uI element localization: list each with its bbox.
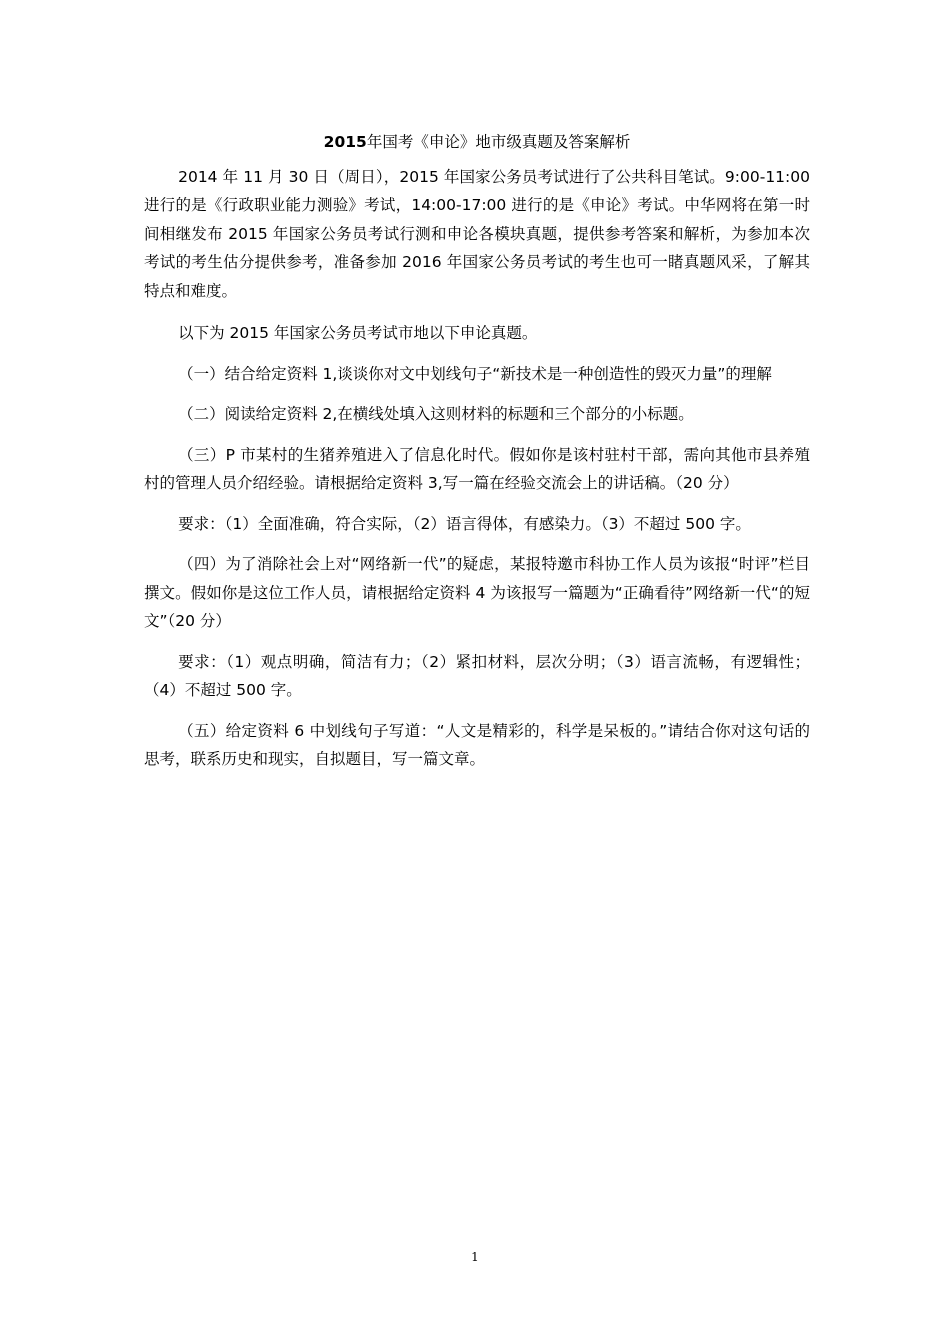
question-5: （五）给定资料 6 中划线句子写道：“人文是精彩的，科学是呆板的。”请结合你对这句话的思考，联系历史和现实，自拟题目，写一篇文章。 (144, 721, 810, 768)
intro-paragraph: 2014 年 11 月 30 日（周日），2015 年国家公务员考试进行了公共科目笔试。9:00-11:00 进行的是《行政职业能力测验》考试，14:00-17:00 进行的是《申论》考试。中华网将在第一时间相继发布 2015 年国家公务员考试行测和申论各模块真题，提供参考答案和解析，为参加本次考试的考生估分提供参考，准备参加 2016 年国家公务员考试的考生也可一睹真题风采，了解其特点和难度。 (144, 167, 810, 300)
question-1: （一）结合给定资料 1,谈谈你对文中划线句子“新技术是一种创造性的毁灭力量”的理解 (178, 364, 772, 383)
question-3-requirements: 要求：（1）全面准确，符合实际，（2）语言得体，有感染力。（3）不超过 500 字。 (178, 514, 751, 533)
title-text: 年国考《申论》地市级真题及答案解析 (366, 133, 631, 151)
page-number: 1 (471, 1250, 479, 1264)
section-intro-paragraph: 以下为 2015 年国家公务员考试市地以下申论真题。 (178, 324, 538, 342)
question-4: （四）为了消除社会上对“网络新一代”的疑虑，某报特邀市科协工作人员为该报“时评”栏目撰文。假如你是这位工作人员，请根据给定资料 4 为该报写一篇题为“正确看待”网络新一代“的短文”（20 分） (144, 555, 810, 630)
document-body (144, 128, 810, 786)
title-year: 2015 (323, 133, 367, 151)
question-3: （三）P 市某村的生猪养殖进入了信息化时代。假如你是该村驻村干部，需向其他市县养殖村的管理人员介绍经验。请根据给定资料 3,写一篇在经验交流会上的讲话稿。（20 分） (144, 445, 810, 492)
question-4-requirements: 要求：（1）观点明确，简洁有力；（2）紧扣材料，层次分明；（3）语言流畅，有逻辑性；（4）不超过 500 字。 (144, 652, 810, 699)
question-2: （二）阅读给定资料 2,在横线处填入这则材料的标题和三个部分的小标题。 (178, 405, 694, 423)
document-title (144, 128, 810, 157)
